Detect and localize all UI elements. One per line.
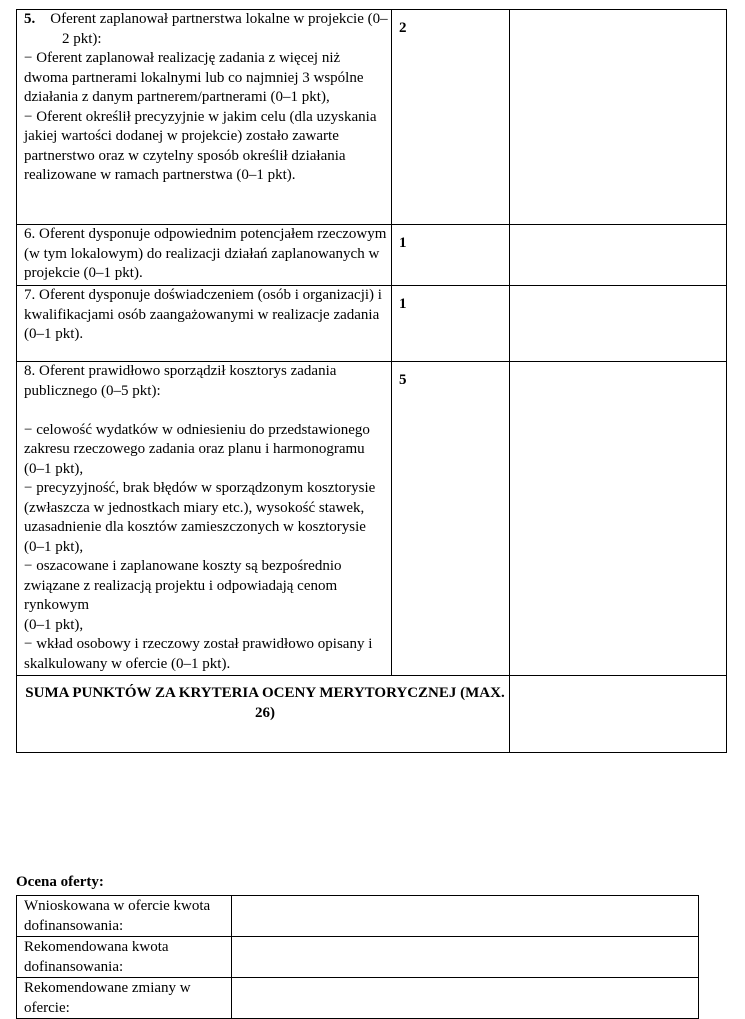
criterion-number: 5.	[24, 11, 36, 27]
criterion-detail: − precyzyjność, brak błędów w sporządzonym kosztorysie (zwłaszcza w jednostkach miary etc.), wysokość stawek, uzasadnienie dla kosztów zamieszczonych w kosztorysie (0–1 pkt),	[24, 480, 376, 555]
evaluation-row	[17, 896, 699, 937]
criterion-score-cell[interactable]	[510, 225, 727, 286]
criterion-points: 5	[392, 362, 510, 676]
evaluation-label: Rekomendowane zmiany w ofercie:	[17, 978, 232, 1019]
criterion-title: Oferent dysponuje odpowiednim potencjałem rzeczowym (w tym lokalowym) do realizacji działań zaplanowanych w projekcie (0–1 pkt).	[24, 226, 387, 281]
summary-score-cell[interactable]	[510, 676, 727, 753]
criterion-points: 1	[392, 286, 510, 362]
criterion-detail: − oszacowane i zaplanowane koszty są bezpośrednio związane z realizacją projektu i odpowiadają cenom rynkowym	[24, 558, 342, 613]
evaluation-value-cell[interactable]	[232, 937, 699, 978]
criterion-detail: − celowość wydatków w odniesieniu do przedstawionego zakresu rzeczowego zadania oraz planu i harmonogramu (0–1 pkt),	[24, 421, 370, 477]
criterion-title: Oferent zaplanował partnerstwa lokalne w projekcie (0–2 pkt):	[50, 11, 388, 47]
criterion-score-cell[interactable]	[510, 286, 727, 362]
criteria-table	[16, 9, 727, 753]
criterion-row	[17, 286, 727, 362]
criterion-heading	[24, 362, 388, 401]
evaluation-label: Wnioskowana w ofercie kwota dofinansowania:	[17, 896, 232, 937]
evaluation-value-cell[interactable]	[232, 978, 699, 1019]
criterion-title: Oferent dysponuje doświadczeniem (osób i organizacji) i kwalifikacjami osób zaangażowanymi w realizacje zadania (0–1 pkt).	[24, 287, 382, 342]
summary-label: SUMA PUNKTÓW ZA KRYTERIA OCENY MERYTORYCZNEJ (MAX. 26)	[17, 676, 510, 753]
criterion-row	[17, 362, 727, 676]
criterion-heading	[24, 286, 388, 345]
criterion-points: 2	[392, 10, 510, 225]
criterion-score-cell[interactable]	[510, 362, 727, 676]
criterion-points: 1	[392, 225, 510, 286]
criterion-description	[17, 225, 392, 286]
evaluation-value-cell[interactable]	[232, 896, 699, 937]
evaluation-row	[17, 937, 699, 978]
evaluation-label: Rekomendowana kwota dofinansowania:	[17, 937, 232, 978]
criterion-row	[17, 10, 727, 225]
criterion-score-cell[interactable]	[510, 10, 727, 225]
summary-row	[17, 676, 727, 753]
criterion-heading	[24, 225, 388, 284]
evaluation-row	[17, 978, 699, 1019]
criterion-heading	[24, 10, 388, 49]
spacer	[24, 401, 388, 421]
criterion-title: Oferent prawidłowo sporządził kosztorys zadania publicznego (0–5 pkt):	[24, 363, 337, 399]
criterion-item	[24, 10, 388, 186]
criterion-description	[17, 10, 392, 225]
criterion-description	[17, 362, 392, 676]
evaluation-title: Ocena oferty:	[16, 874, 104, 890]
criterion-detail: − wkład osobowy i rzeczowy został prawidłowo opisany i skalkulowany w ofercie (0–1 pkt).	[24, 636, 373, 672]
criterion-row	[17, 225, 727, 286]
criterion-detail: − Oferent określił precyzyjnie w jakim celu (dla uzyskania jakiej wartości dodanej w projekcie) zostało zawarte partnerstwo oraz w czytelny sposób określił działania realizowane w ramach partnerstwa (0–1 pkt).	[24, 108, 377, 183]
criterion-detail: (0–1 pkt),	[24, 616, 84, 633]
evaluation-table	[16, 895, 699, 1019]
criterion-number: 6.	[24, 226, 36, 242]
criterion-description	[17, 286, 392, 362]
criterion-number: 7.	[24, 287, 36, 303]
criterion-detail: − Oferent zaplanował realizację zadania z więcej niż dwoma partnerami lokalnymi lub co najmniej 3 wspólne działania z danym partnerem/partnerami (0–1 pkt),	[24, 50, 364, 105]
criterion-number: 8.	[24, 363, 36, 379]
